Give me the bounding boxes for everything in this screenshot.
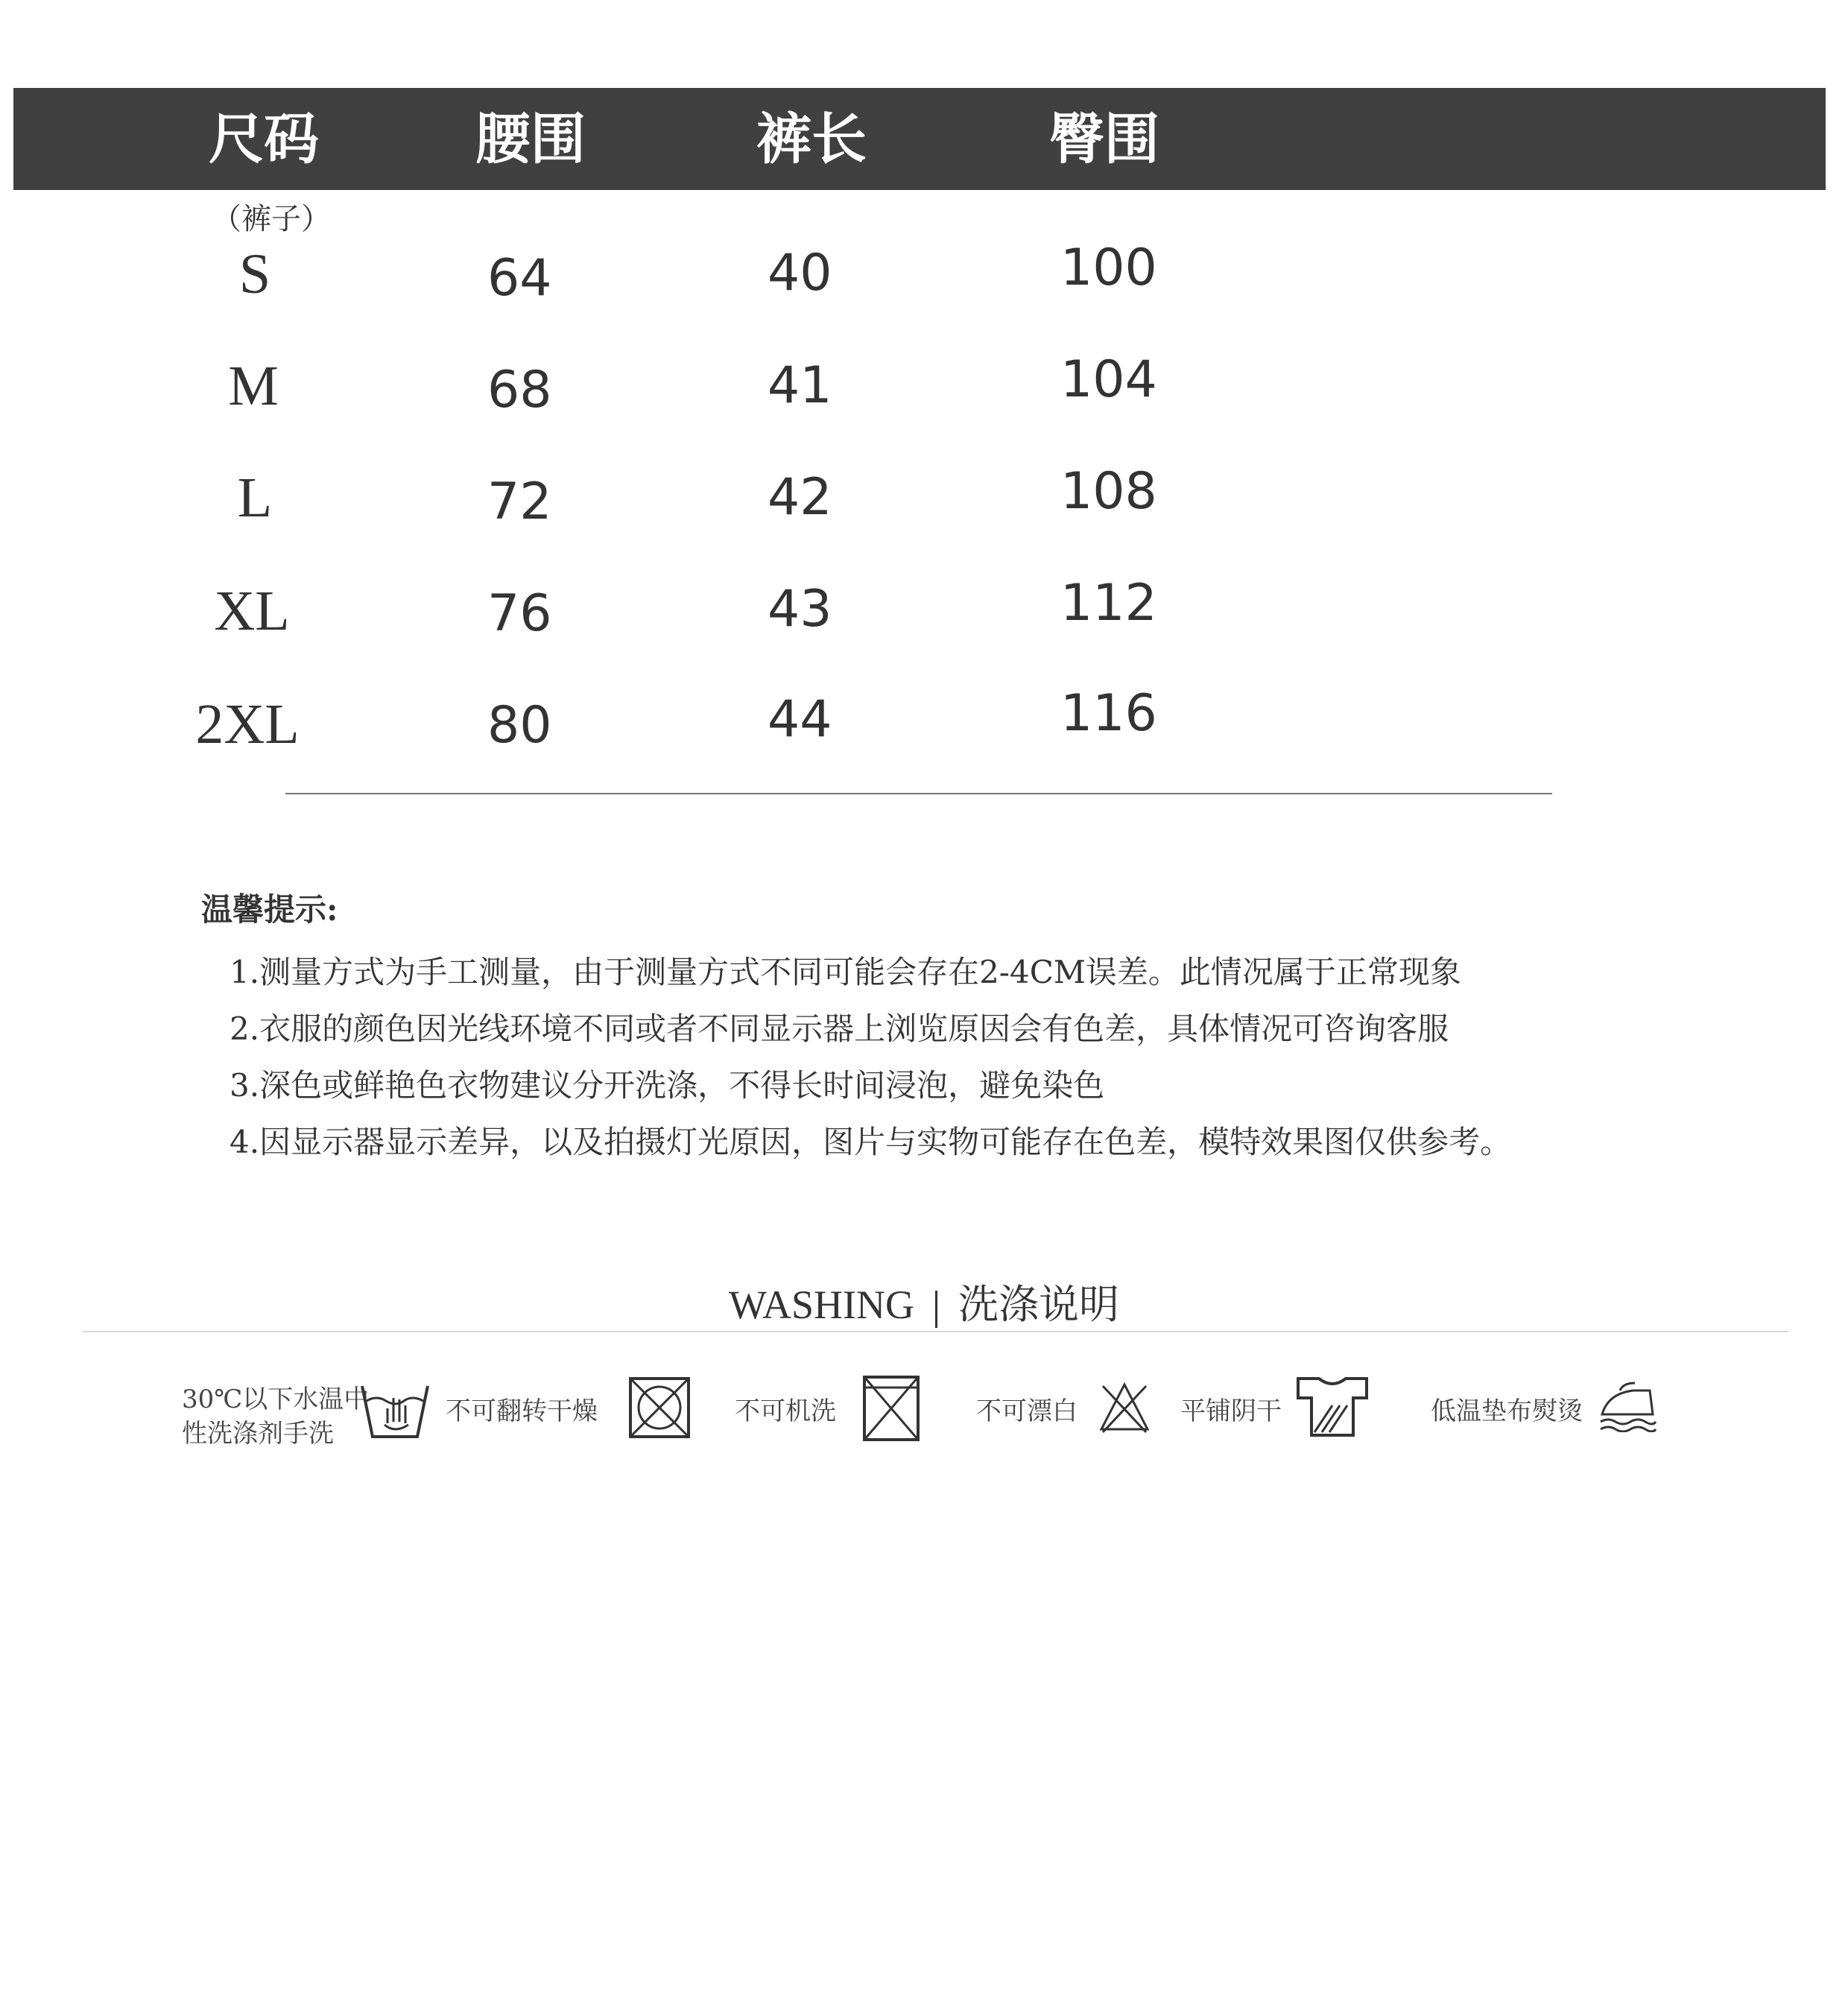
hand-wash-icon: [358, 1371, 432, 1446]
length-cell: 43: [768, 580, 832, 639]
length-cell: 41: [768, 356, 832, 415]
header-size: 尺码: [209, 107, 319, 171]
waist-cell: 68: [487, 361, 552, 420]
size-cell: S: [238, 243, 271, 306]
header-waist: 腰围: [475, 107, 586, 171]
care-label-line: 30℃以下水温中: [182, 1385, 370, 1414]
care-label-line: 性洗涤剂手洗: [182, 1418, 334, 1449]
hip-cell: 104: [1060, 350, 1157, 409]
header-hip: 臀围: [1049, 107, 1159, 171]
hip-cell: 112: [1060, 574, 1157, 633]
header-subnote: （裤子）: [212, 202, 331, 236]
tip-item: 1.测量方式为手工测量，由于测量方式不同可能会存在2-4CM误差。此情况属于正常现象: [230, 954, 1461, 990]
table-divider: [285, 793, 1552, 794]
no-bleach-icon: [1098, 1382, 1151, 1434]
low-iron-cloth-icon: [1598, 1380, 1657, 1432]
washing-title-separator: [935, 1291, 937, 1328]
tips-title: 温馨提示:: [201, 891, 338, 928]
length-cell: 42: [768, 468, 832, 527]
care-label-no-machine-wash: 不可机洗: [735, 1396, 836, 1426]
dry-flat-shade-icon: [1295, 1376, 1370, 1438]
hip-cell: 116: [1060, 684, 1157, 743]
no-tumble-dry-icon: [627, 1376, 692, 1440]
washing-divider: [82, 1331, 1788, 1332]
waist-cell: 80: [487, 696, 552, 755]
waist-cell: 72: [487, 472, 552, 531]
washing-title-en: WASHING: [729, 1282, 914, 1327]
waist-cell: 64: [487, 249, 552, 308]
length-cell: 44: [768, 690, 832, 749]
size-cell: M: [228, 355, 279, 417]
care-label-low-iron: 低温垫布熨烫: [1431, 1396, 1583, 1426]
size-cell: 2XL: [195, 693, 300, 756]
hip-cell: 100: [1060, 238, 1157, 297]
header-length: 裤长: [756, 107, 867, 171]
washing-title-cn: 洗涤说明: [958, 1282, 1119, 1327]
washing-title: [0, 1273, 1848, 1330]
size-cell: XL: [214, 580, 290, 642]
no-machine-wash-icon: [861, 1373, 921, 1444]
hip-cell: 108: [1060, 462, 1157, 521]
care-label-no-tumble-dry: 不可翻转干燥: [446, 1396, 598, 1426]
care-label-no-bleach: 不可漂白: [976, 1396, 1078, 1426]
tip-item: 4.因显示器显示差异，以及拍摄灯光原因，图片与实物可能存在色差，模特效果图仅供参考。: [230, 1124, 1512, 1160]
tip-item: 2.衣服的颜色因光线环境不同或者不同显示器上浏览原因会有色差，具体情况可咨询客服: [230, 1010, 1449, 1047]
waist-cell: 76: [487, 584, 552, 643]
care-label-dry-flat-shade: 平铺阴干: [1180, 1396, 1282, 1426]
care-label-hand-wash: [182, 1383, 369, 1452]
size-cell: L: [237, 466, 273, 529]
tip-item: 3.深色或鲜艳色衣物建议分开洗涤，不得长时间浸泡，避免染色: [230, 1067, 1105, 1104]
length-cell: 40: [768, 244, 832, 303]
